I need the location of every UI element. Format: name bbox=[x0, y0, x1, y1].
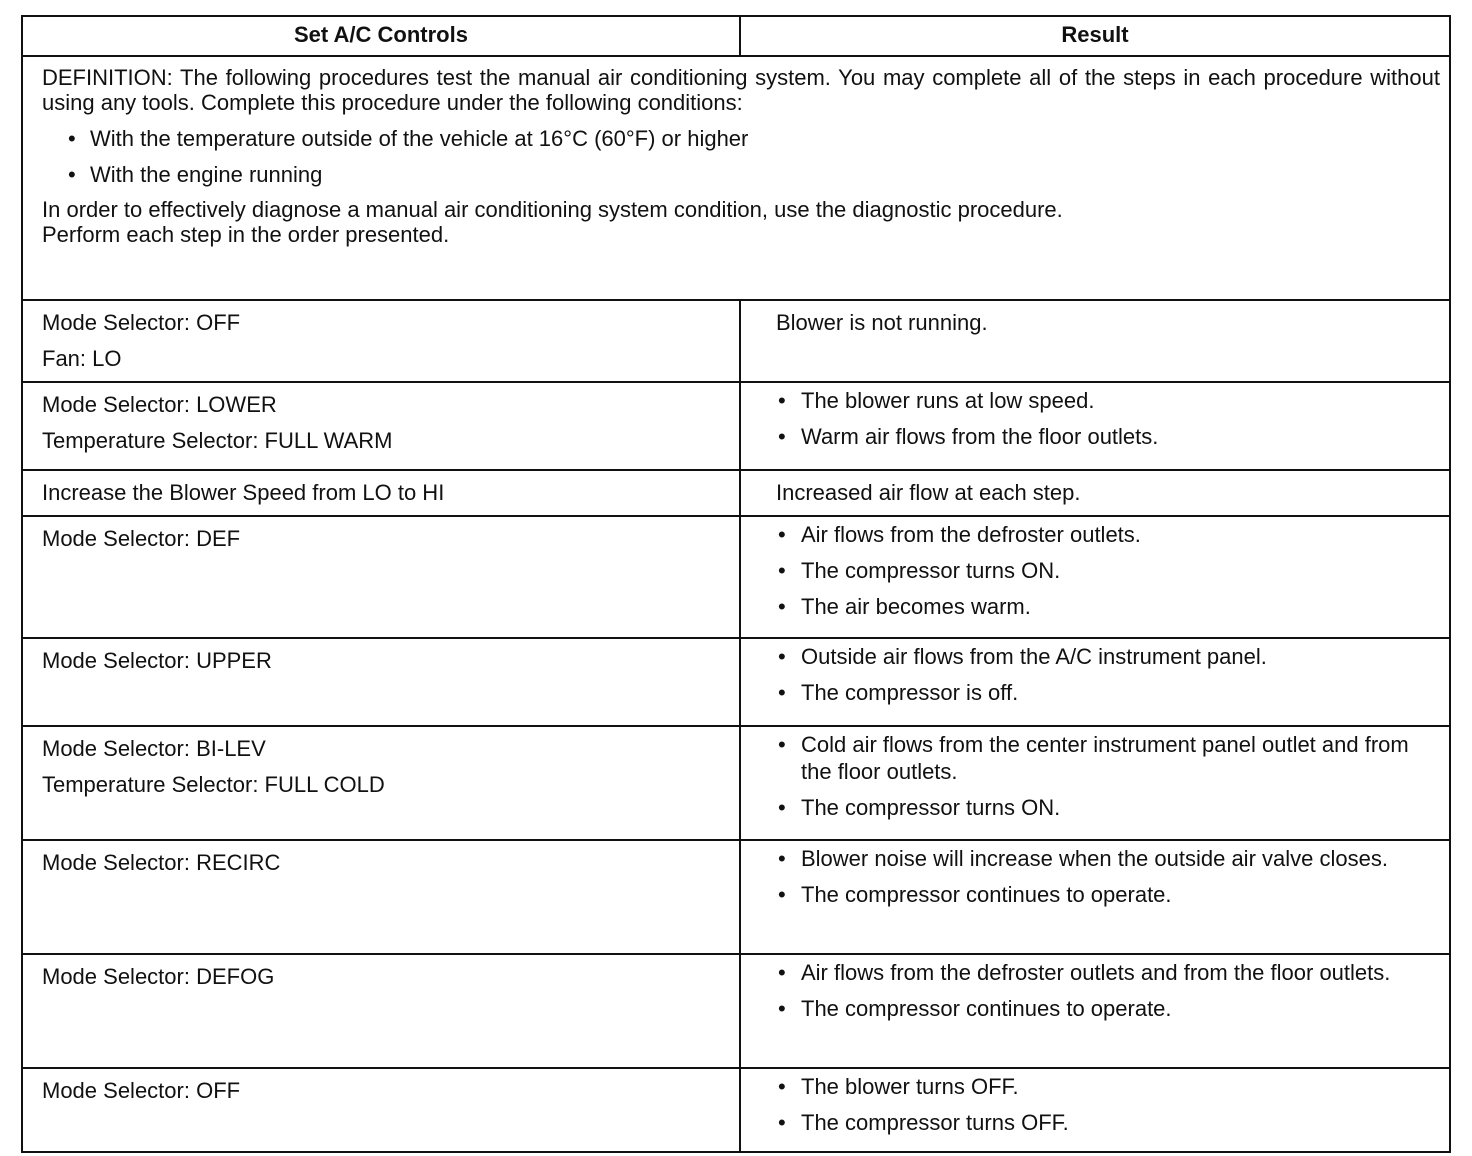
control-setting: Mode Selector: DEFOG bbox=[42, 964, 275, 989]
result-item: • The compressor is off. bbox=[776, 679, 1437, 706]
header-row bbox=[22, 16, 1450, 56]
condition-item: • With the temperature outside of the vehicle at 16°C (60°F) or higher bbox=[42, 121, 1440, 157]
definition-row bbox=[22, 56, 1450, 300]
result-item: • Air flows from the defroster outlets and from the floor outlets. bbox=[776, 959, 1437, 986]
controls-cell bbox=[22, 516, 740, 638]
result-item: • Outside air flows from the A/C instrument panel. bbox=[776, 643, 1437, 670]
control-setting: Temperature Selector: FULL WARM bbox=[42, 428, 393, 453]
result-item: • The compressor continues to operate. bbox=[776, 881, 1437, 908]
control-setting: Mode Selector: BI-LEV bbox=[42, 736, 266, 761]
step-row bbox=[22, 840, 1450, 954]
result-list bbox=[776, 1073, 1437, 1136]
result-cell bbox=[740, 840, 1450, 954]
result-item: • Air flows from the defroster outlets. bbox=[776, 521, 1437, 548]
controls-cell bbox=[22, 840, 740, 954]
result-list bbox=[776, 959, 1437, 1022]
definition-outro-1: In order to effectively diagnose a manual air conditioning system condition, use the diagnostic procedure. bbox=[42, 197, 1063, 222]
control-setting: Temperature Selector: FULL COLD bbox=[42, 772, 385, 797]
condition-item: • With the engine running bbox=[42, 157, 1440, 193]
control-setting: Mode Selector: LOWER bbox=[42, 392, 277, 417]
control-setting: Mode Selector: OFF bbox=[42, 310, 241, 335]
definition-outro-2: Perform each step in the order presented. bbox=[42, 222, 450, 247]
header-set-ac-controls: Set A/C Controls bbox=[22, 16, 740, 56]
step-row bbox=[22, 1068, 1450, 1152]
control-setting: Mode Selector: RECIRC bbox=[42, 850, 281, 875]
controls-cell bbox=[22, 300, 740, 382]
controls-cell bbox=[22, 726, 740, 840]
result-cell bbox=[740, 382, 1450, 470]
result-cell bbox=[740, 1068, 1450, 1152]
step-row bbox=[22, 300, 1450, 382]
result-text: Blower is not running. bbox=[776, 310, 988, 335]
control-setting: Fan: LO bbox=[42, 346, 122, 371]
result-item: • The air becomes warm. bbox=[776, 593, 1437, 620]
step-row bbox=[22, 470, 1450, 516]
result-list bbox=[776, 731, 1437, 821]
controls-cell bbox=[22, 382, 740, 470]
result-item: • The compressor turns ON. bbox=[776, 557, 1437, 584]
result-cell bbox=[740, 300, 1450, 382]
step-row bbox=[22, 382, 1450, 470]
step-row bbox=[22, 516, 1450, 638]
controls-cell bbox=[22, 638, 740, 726]
result-list bbox=[776, 643, 1437, 706]
control-setting: Mode Selector: DEF bbox=[42, 526, 241, 551]
result-cell bbox=[740, 726, 1450, 840]
step-row bbox=[22, 638, 1450, 726]
header-result: Result bbox=[740, 16, 1450, 56]
control-setting: Increase the Blower Speed from LO to HI bbox=[42, 480, 445, 505]
controls-cell bbox=[22, 1068, 740, 1152]
controls-cell bbox=[22, 470, 740, 516]
control-setting: Mode Selector: UPPER bbox=[42, 648, 272, 673]
result-list bbox=[776, 845, 1437, 908]
definition-cell bbox=[22, 56, 1450, 300]
result-item: • The blower turns OFF. bbox=[776, 1073, 1437, 1100]
result-item: • Blower noise will increase when the outside air valve closes. bbox=[776, 845, 1437, 872]
result-item: • Cold air flows from the center instrument panel outlet and from the floor outlets. bbox=[776, 731, 1437, 785]
result-item: • The compressor turns OFF. bbox=[776, 1109, 1437, 1136]
result-text: Increased air flow at each step. bbox=[776, 480, 1081, 505]
result-cell bbox=[740, 470, 1450, 516]
controls-cell bbox=[22, 954, 740, 1068]
step-row bbox=[22, 726, 1450, 840]
result-cell bbox=[740, 516, 1450, 638]
control-setting: Mode Selector: OFF bbox=[42, 1078, 241, 1103]
step-row bbox=[22, 954, 1450, 1068]
result-list bbox=[776, 521, 1437, 620]
ac-test-table bbox=[21, 15, 1451, 1153]
result-item: • The compressor turns ON. bbox=[776, 794, 1437, 821]
result-item: • Warm air flows from the floor outlets. bbox=[776, 423, 1437, 450]
result-cell bbox=[740, 638, 1450, 726]
result-list bbox=[776, 387, 1437, 450]
result-cell bbox=[740, 954, 1450, 1068]
definition-intro: DEFINITION: The following procedures test the manual air conditioning system. You may complete all of the steps in each procedure without using any tools. Complete this procedure under the following conditions: bbox=[42, 65, 1440, 115]
result-item: • The blower runs at low speed. bbox=[776, 387, 1437, 414]
result-item: • The compressor continues to operate. bbox=[776, 995, 1437, 1022]
definition-conditions bbox=[42, 121, 1440, 193]
